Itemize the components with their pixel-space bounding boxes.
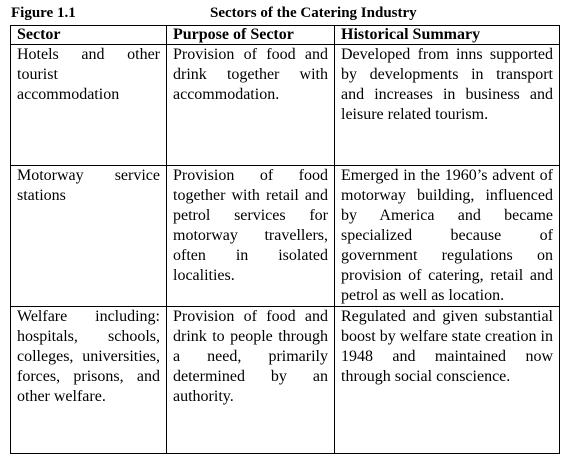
purpose-cell: Provision of food and drink to people through a need, primarily determined by an authority. xyxy=(167,307,335,454)
table-row xyxy=(11,307,560,454)
table-title: Sectors of the Catering Industry xyxy=(210,5,417,21)
column-header-purpose: Purpose of Sector xyxy=(167,26,335,45)
column-header-sector: Sector xyxy=(11,26,167,45)
purpose-cell: Provision of food together with retail and petrol services for motorway travellers, often in isolated localities. xyxy=(167,166,335,307)
column-header-history: Historical Summary xyxy=(335,26,560,45)
header-row xyxy=(11,26,560,45)
sector-cell: Hotels and other tourist accommodation xyxy=(11,45,167,166)
table-row xyxy=(11,45,560,166)
sector-cell: Motorway service stations xyxy=(11,166,167,307)
history-cell: Regulated and given substantial boost by welfare state creation in 1948 and maintained now through social conscience. xyxy=(335,307,560,454)
figure-label: Figure 1.1 xyxy=(11,5,76,21)
sector-cell: Welfare including: hospitals, schools, colleges, universities, forces, prisons, and other welfare. xyxy=(11,307,167,454)
table-row xyxy=(11,166,560,307)
sectors-table xyxy=(10,25,560,454)
purpose-cell: Provision of food and drink together with accommodation. xyxy=(167,45,335,166)
history-cell: Developed from inns supported by developments in transport and increases in business and leisure related tourism. xyxy=(335,45,560,166)
history-cell: Emerged in the 1960’s advent of motorway building, influenced by America and became specialized because of government regulations on provision of catering, retail and petrol as well as location. xyxy=(335,166,560,307)
